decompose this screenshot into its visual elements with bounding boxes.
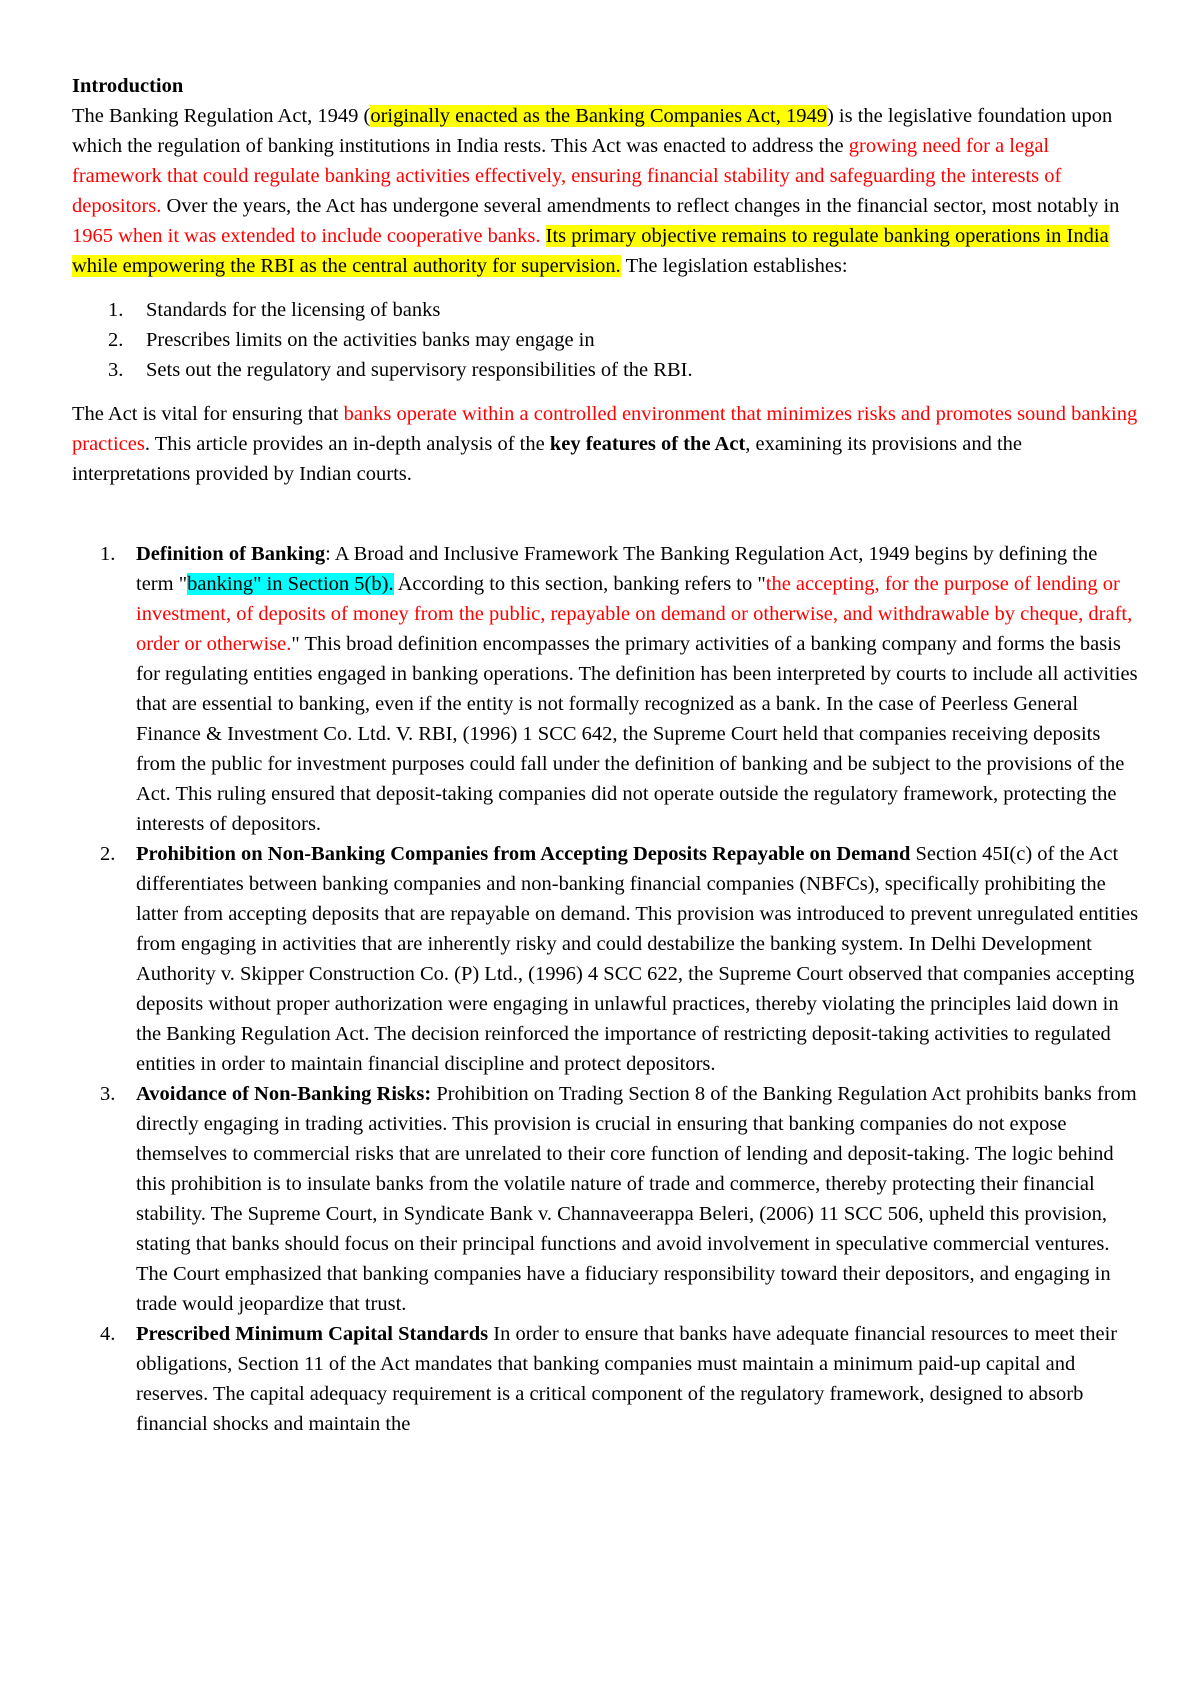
bold-text: key features of the Act	[549, 433, 746, 455]
feature-text: " This broad definition encompasses the primary activities of a banking company and forms the basis for regulating entities engaged in banking operations. The definition has been interpreted by courts to include all activities that are essential to banking, even if the entity is not formally recognized as a bank. In the case of Peerless General Finance & Investment Co. Ltd. V. RBI, (1996) 1 SCC 642, the Supreme Court held that companies receiving deposits from the public for investment purposes could fall under the definition of banking and be subject to the provisions of the Act. This ruling ensured that deposit-taking companies did not operate outside the regulatory framework, protecting the interests of depositors.	[136, 633, 1138, 835]
feature-title: Definition of Banking	[136, 543, 326, 565]
feature-item-minimum-capital	[72, 1319, 1140, 1439]
list-item-text: Prescribes limits on the activities banks may engage in	[146, 329, 595, 351]
red-text: the accepting, for the purpose of lending or investment, of deposits of money from the public, repayable on demand or otherwise, and withdrawable by cheque, draft, order or otherwise.	[136, 573, 1133, 655]
red-text: growing need for a legal framework that could regulate banking activities effectively, ensuring financial stability and safeguarding the interests of depositors.	[72, 135, 1062, 217]
yellow-highlight: originally enacted as the Banking Companies Act, 1949	[370, 105, 827, 127]
list-item-text: Standards for the licensing of banks	[146, 299, 441, 321]
list-number: 4.	[100, 1323, 116, 1345]
vital-paragraph	[72, 399, 1140, 489]
list-number: 2.	[108, 329, 124, 351]
cyan-highlight: banking" in Section 5(b).	[187, 573, 394, 595]
red-text: banks operate within a controlled environment that minimizes risks and promotes sound banking practices	[72, 403, 1138, 455]
list-item-text: Sets out the regulatory and supervisory responsibilities of the RBI.	[146, 359, 693, 381]
feature-title: Prohibition on Non-Banking Companies from Accepting Deposits Repayable on Demand	[136, 843, 911, 865]
list-number: 1.	[108, 299, 124, 321]
feature-item-definition-of-banking	[72, 539, 1140, 839]
list-item	[72, 325, 1140, 355]
feature-item-prohibition-non-banking	[72, 839, 1140, 1079]
list-item	[72, 355, 1140, 385]
intro-text	[541, 225, 546, 247]
intro-text: Over the years, the Act has undergone several amendments to reflect changes in the financial sector, most notably in	[161, 195, 1120, 217]
intro-text: The Banking Regulation Act, 1949 (	[72, 105, 371, 127]
section-heading: Introduction	[72, 75, 184, 97]
feature-text: Section 45I(c) of the Act differentiates between banking companies and non-banking financial companies (NBFCs), specifically prohibiting the latter from accepting deposits that are repayable on demand. This provision was introduced to prevent unregulated entities from engaging in activities that are inherently risky and could destabilize the banking system. In Delhi Development Authority v. Skipper Construction Co. (P) Ltd., (1996) 4 SCC 622, the Supreme Court observed that companies accepting deposits without proper authorization were engaging in unlawful practices, thereby violating the principles laid down in the Banking Regulation Act. The decision reinforced the importance of restricting deposit-taking activities to regulated entities in order to maintain financial discipline and protect depositors.	[136, 843, 1139, 1075]
establishes-list	[72, 295, 1140, 385]
list-number: 3.	[100, 1083, 116, 1105]
list-item	[72, 295, 1140, 325]
feature-title: Prescribed Minimum Capital Standards	[136, 1323, 489, 1345]
intro-text: The legislation establishes:	[620, 255, 848, 277]
list-number: 3.	[108, 359, 124, 381]
feature-text: In order to ensure that banks have adequate financial resources to meet their obligations, Section 11 of the Act mandates that banking companies must maintain a minimum paid-up capital and reserves. The capital adequacy requirement is a critical component of the regulatory framework, designed to absorb financial shocks and maintain the	[136, 1323, 1118, 1435]
list-number: 1.	[100, 543, 116, 565]
feature-text: According to this section, banking refers to "	[393, 573, 766, 595]
list-number: 2.	[100, 843, 116, 865]
body-text: The Act is vital for ensuring that	[72, 403, 344, 425]
features-list	[72, 539, 1140, 1439]
red-text: 1965 when it was extended to include cooperative banks.	[72, 225, 541, 247]
feature-item-avoidance-of-risks	[72, 1079, 1140, 1319]
intro-paragraph	[72, 101, 1140, 281]
body-text: . This article provides an in-depth analysis of the	[144, 433, 550, 455]
feature-text: : A Broad and Inclusive Framework The Banking Regulation Act, 1949 begins by defining the term "	[136, 543, 1098, 595]
feature-text: Prohibition on Trading Section 8 of the Banking Regulation Act prohibits banks from directly engaging in trading activities. This provision is crucial in ensuring that banking companies do not expose themselves to commercial risks that are unrelated to their core function of lending and deposit-taking. The logic behind this prohibition is to insulate banks from the volatile nature of trade and commerce, thereby protecting their financial stability. The Supreme Court, in Syndicate Bank v. Channaveerappa Beleri, (2006) 11 SCC 506, upheld this provision, stating that banks should focus on their principal functions and avoid involvement in speculative commercial ventures. The Court emphasized that banking companies have a fiduciary responsibility toward their depositors, and engaging in trade would jeopardize that trust.	[136, 1083, 1137, 1315]
body-text: , examining its provisions and the interpretations provided by Indian courts.	[72, 433, 1023, 485]
feature-title: Avoidance of Non-Banking Risks:	[136, 1083, 432, 1105]
intro-text: ) is the legislative foundation upon which the regulation of banking institutions in India rests. This Act was enacted to address the	[72, 105, 1113, 157]
yellow-highlight: Its primary objective remains to regulate banking operations in India while empowering the RBI as the central authority for supervision.	[72, 225, 1109, 277]
